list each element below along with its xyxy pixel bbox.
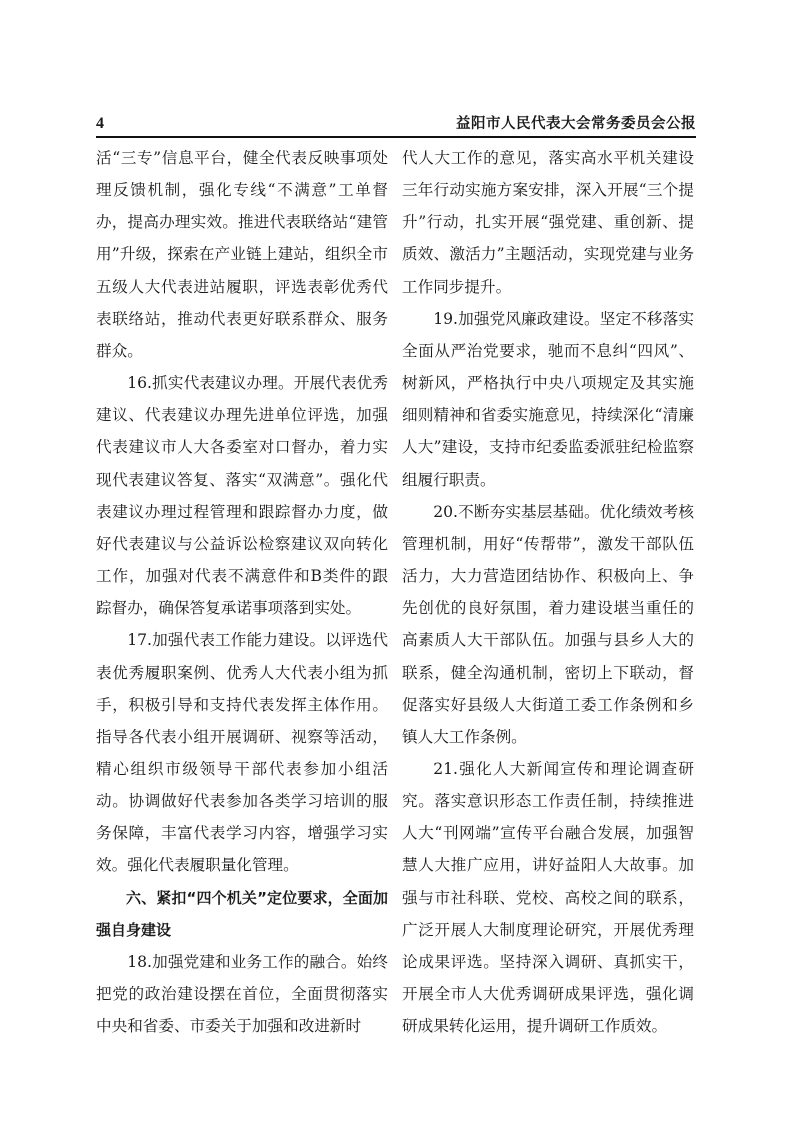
- page-header: [96, 113, 696, 135]
- paragraph-item-20: 20.不断夯实基层基础。优化绩效考核管理机制，用好“传帮带”，激发干部队伍活力，大力营造团结协作、积极向上、争先创优的良好氛围，着力建设堪当重任的高素质人大干部队伍。加强与县乡人大的联系，健全沟通机制，密切上下联动，督促落实好县级人大街道工委工作条例和乡镇人大工作条例。: [402, 502, 694, 746]
- paragraph-item-17: 17.加强代表工作能力建设。以评选代表优秀履职案例、优秀人大代表小组为抓手，积极引导和支持代表发挥主体作用。指导各代表小组开展调研、视察等活动，精心组织市级领导干部代表参加小组活动。协调做好代表参加各类学习培训的服务保障，丰富代表学习内容，增强学习实效。强化代表履职量化管理。: [96, 631, 388, 875]
- section-heading: 六、紧扣“四个机关”定位要求，全面加强自身建设: [96, 888, 388, 939]
- left-column: [96, 142, 388, 1042]
- page-number: 4: [96, 115, 104, 132]
- header-rule: [96, 136, 696, 138]
- paragraph-continuation: 活“三专”信息平台，健全代表反映事项处理反馈机制，强化专线“不满意”工单督办，提高办理实效。推进代表联络站“建管用”升级，探索在产业链上建站，组织全市五级人大代表进站履职，评选表彰优秀代表联络站，推动代表更好联系群众、服务群众。: [96, 149, 388, 360]
- right-column: [402, 142, 694, 1042]
- journal-title: 益阳市人民代表大会常务委员会公报: [456, 116, 696, 132]
- paragraph-item-18: 18.加强党建和业务工作的融合。始终把党的政治建设摆在首位，全面贯彻落实中央和省委、市委关于加强和改进新时: [96, 952, 388, 1036]
- paragraph-continuation: 代人大工作的意见，落实高水平机关建设三年行动实施方案安排，深入开展“三个提升”行动，扎实开展“强党建、重创新、提质效、激活力”主题活动，实现党建与业务工作同步提升。: [402, 149, 694, 296]
- paragraph-item-19: 19.加强党风廉政建设。坚定不移落实全面从严治党要求，驰而不息纠“四风”、树新风，严格执行中央八项规定及其实施细则精神和省委实施意见，持续深化“清廉人大”建设，支持市纪委监委派驻纪检监察组履行职责。: [402, 309, 694, 489]
- paragraph-item-16: 16.抓实代表建议办理。开展代表优秀建议、代表建议办理先进单位评选，加强代表建议市人大各委室对口督办，着力实现代表建议答复、落实“双满意”。强化代表建议办理过程管理和跟踪督办力度，做好代表建议与公益诉讼检察建议双向转化工作，加强对代表不满意件和B类件的跟踪督办，确保答复承诺事项落到实处。: [96, 374, 388, 618]
- paragraph-item-21: 21.强化人大新闻宣传和理论调查研究。落实意识形态工作责任制，持续推进人大“刊网端”宣传平台融合发展，加强智慧人大推广应用，讲好益阳人大故事。加强与市社科联、党校、高校之间的联系，广泛开展人大制度理论研究，开展优秀理论成果评选。坚持深入调研、真抓实干，开展全市人大优秀调研成果评选，强化调研成果转化运用，提升调研工作质效。: [402, 759, 694, 1036]
